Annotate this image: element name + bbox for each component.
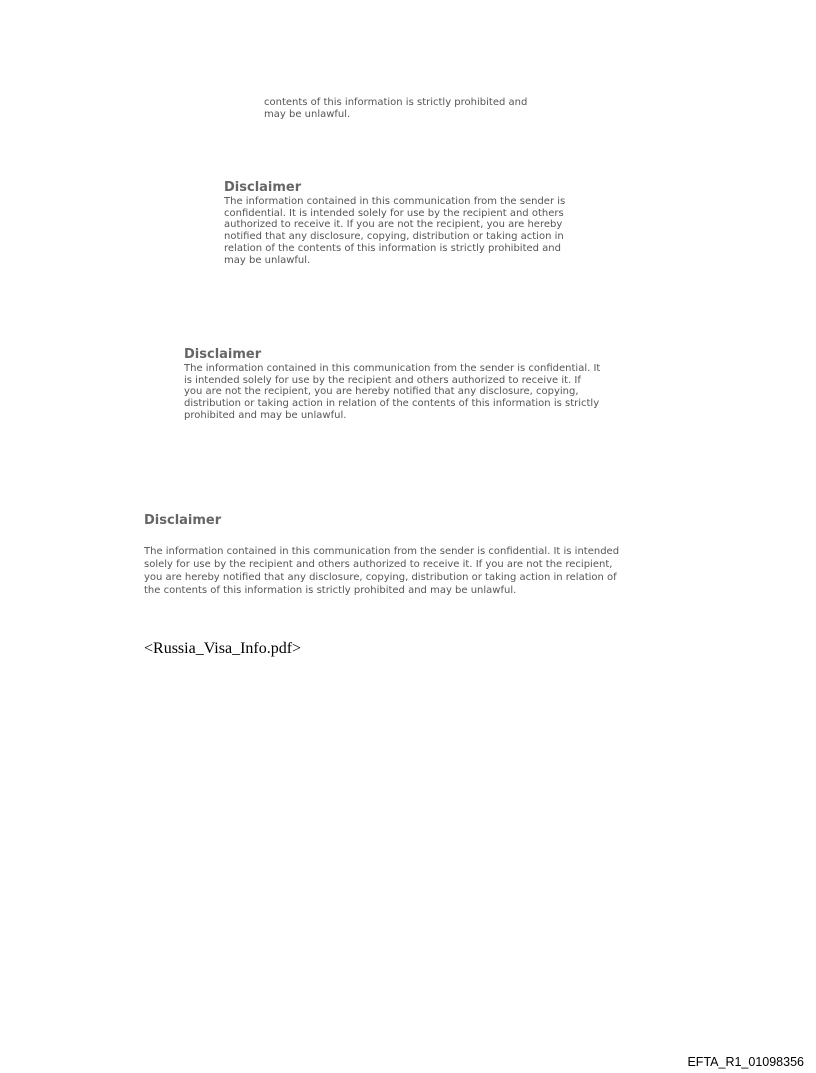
disclaimer-line: may be unlawful.: [264, 108, 351, 120]
disclaimer-line: you are not the recipient, you are hereby notified that any disclosure, copying,: [184, 386, 579, 398]
disclaimer-line: authorized to receive it. If you are not the recipient, you are hereby: [224, 219, 563, 231]
disclaimer-block: [144, 514, 619, 597]
disclaimer-line: the contents of this information is strictly prohibited and may be unlawful.: [144, 585, 517, 596]
disclaimer-heading: Disclaimer: [144, 513, 222, 528]
disclaimer-fragment: [264, 97, 527, 120]
disclaimer-line: The information contained in this communication from the sender is confidential. It is intended: [144, 546, 620, 557]
disclaimer-line: distribution or taking action in relation of the contents of this information is strictly: [184, 398, 600, 410]
disclaimer-line: confidential. It is intended solely for use by the recipient and others: [224, 207, 564, 219]
disclaimer-line: contents of this information is strictly prohibited and: [264, 97, 528, 108]
attachment-link[interactable]: <Russia_Visa_Info.pdf>: [144, 640, 302, 657]
disclaimer-line: you are hereby notified that any disclosure, copying, distribution or taking action in relation of: [144, 572, 617, 583]
disclaimer-line: solely for use by the recipient and others authorized to receive it. If you are not the recipient,: [144, 559, 613, 570]
disclaimer-line: may be unlawful.: [224, 254, 311, 266]
disclaimer-block: [224, 181, 565, 266]
disclaimer-line: The information contained in this communication from the sender is: [224, 196, 566, 207]
disclaimer-line: prohibited and may be unlawful.: [184, 409, 347, 421]
disclaimer-heading: Disclaimer: [184, 347, 262, 362]
document-id: EFTA_R1_01098356: [687, 1055, 804, 1069]
disclaimer-heading: Disclaimer: [224, 180, 302, 195]
disclaimer-line: The information contained in this communication from the sender is confidential. It: [184, 363, 601, 374]
disclaimer-line: notified that any disclosure, copying, distribution or taking action in: [224, 231, 564, 243]
disclaimer-line: is intended solely for use by the recipient and others authorized to receive it. If: [184, 374, 581, 386]
disclaimer-line: relation of the contents of this information is strictly prohibited and: [224, 242, 561, 254]
disclaimer-block: [184, 348, 600, 422]
